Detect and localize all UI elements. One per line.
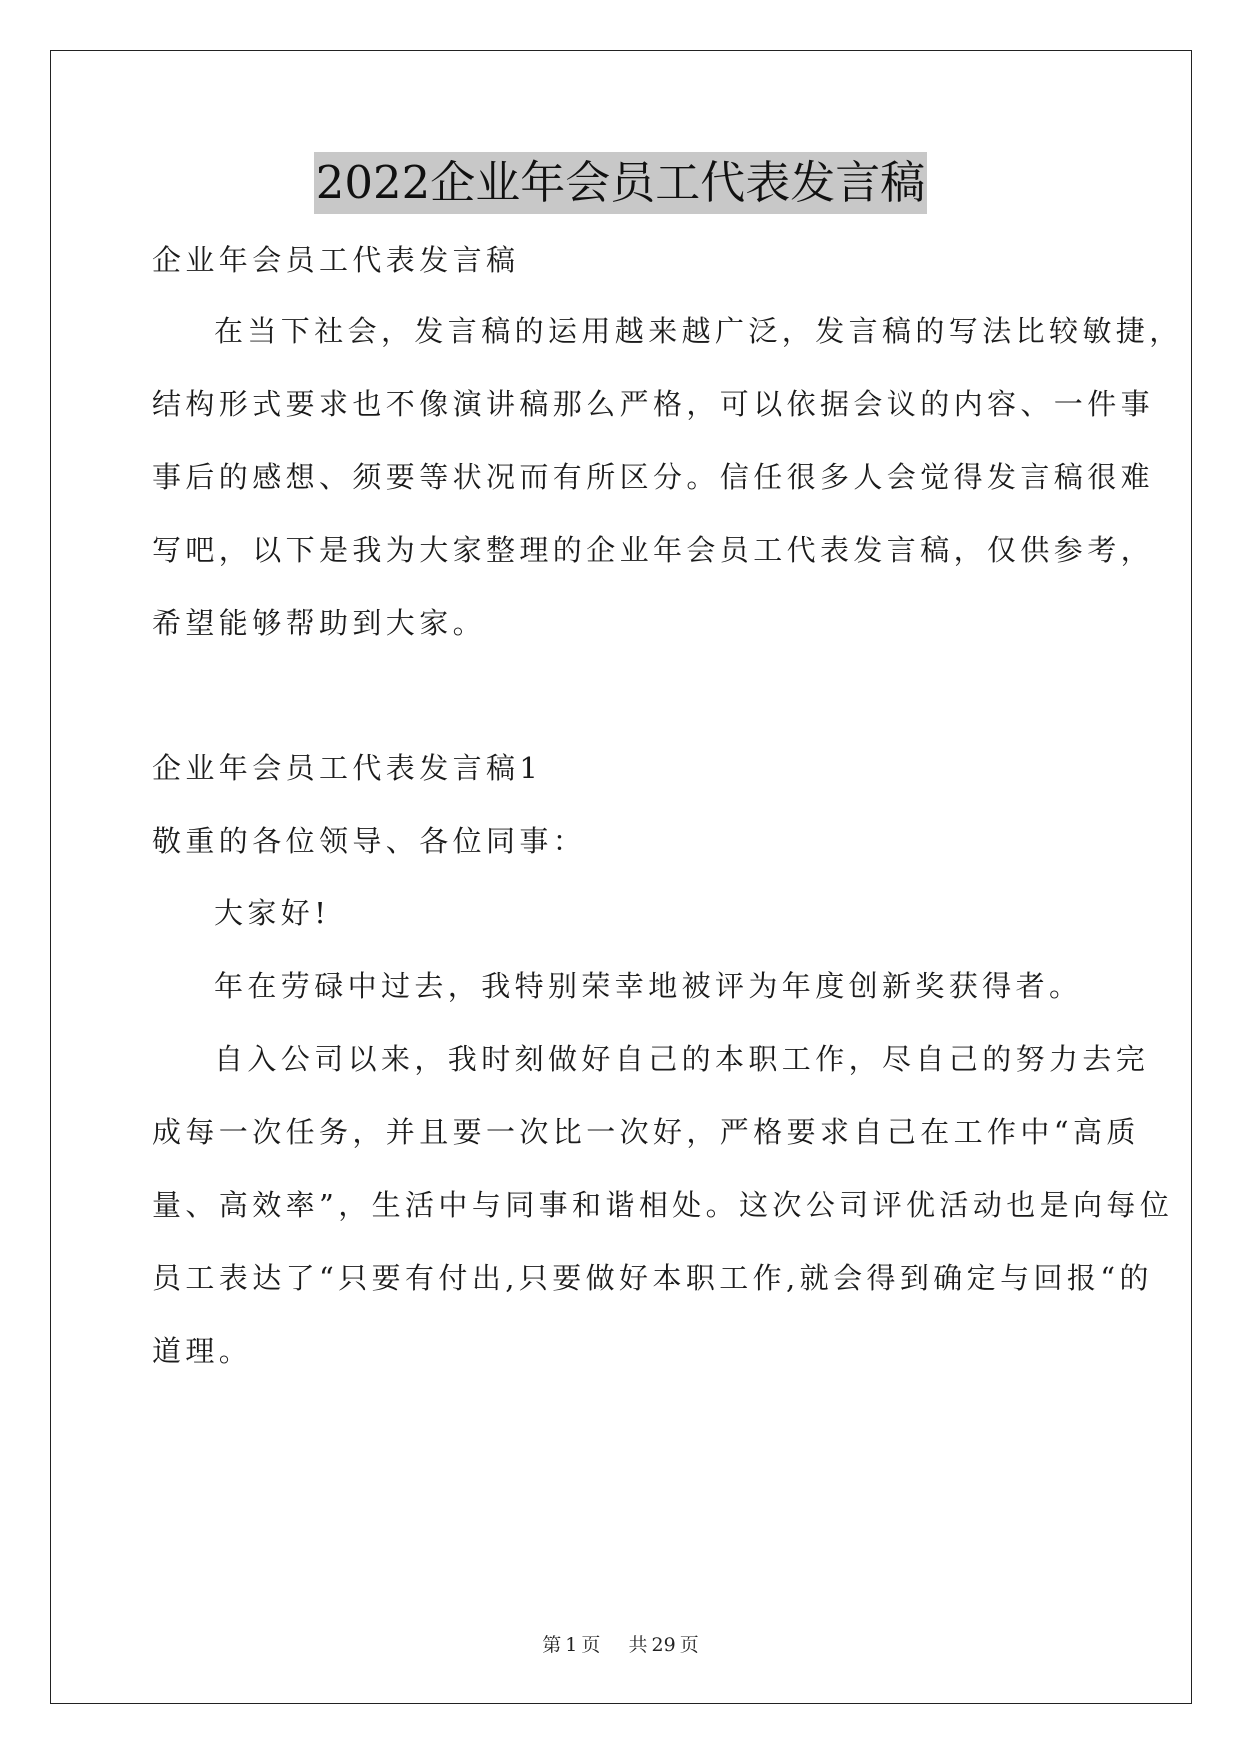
intro-line: 结构形式要求也不像演讲稿那么严格，可以依据会议的内容、一件事 xyxy=(152,387,1155,421)
intro-line: 希望能够帮助到大家。 xyxy=(152,606,487,640)
total-suffix: 页 xyxy=(679,1634,699,1656)
total-pages: 29 xyxy=(651,1634,676,1656)
total-prefix: 共 xyxy=(628,1634,648,1656)
intro-line: 写吧，以下是我为大家整理的企业年会员工代表发言稿，仅供参考， xyxy=(152,533,1155,567)
page-suffix: 页 xyxy=(581,1634,601,1656)
intro-line: 事后的感想、须要等状况而有所区分。信任很多人会觉得发言稿很难 xyxy=(152,460,1155,494)
paragraph-line: 成每一次任务，并且要一次比一次好，严格要求自己在工作中“高质 xyxy=(152,1115,1140,1149)
salutation: 敬重的各位领导、各位同事： xyxy=(152,824,587,858)
document-subtitle: 企业年会员工代表发言稿 xyxy=(152,243,520,277)
paragraph-line: 自入公司以来，我时刻做好自己的本职工作，尽自己的努力去完 xyxy=(214,1042,1150,1076)
section-heading: 企业年会员工代表发言稿1 xyxy=(152,751,543,785)
paragraph-line: 员工表达了“只要有付出,只要做好本职工作,就会得到确定与回报“的 xyxy=(152,1261,1153,1295)
intro-line: 在当下社会，发言稿的运用越来越广泛，发言稿的写法比较敏捷， xyxy=(214,314,1183,348)
greeting: 大家好! xyxy=(214,896,331,930)
document-title: 2022企业年会员工代表发言稿 xyxy=(314,152,928,214)
page-prefix: 第 xyxy=(542,1634,562,1656)
paragraph-line: 道理。 xyxy=(152,1334,253,1368)
page-number: 1 xyxy=(565,1634,578,1656)
page-footer xyxy=(0,1630,1241,1657)
paragraph-line: 年在劳碌中过去，我特别荣幸地被评为年度创新奖获得者。 xyxy=(214,969,1083,1003)
paragraph-line: 量、高效率”，生活中与同事和谐相处。这次公司评优活动也是向每位 xyxy=(152,1188,1174,1222)
title-container xyxy=(0,152,1241,214)
page-border xyxy=(50,50,1192,1704)
